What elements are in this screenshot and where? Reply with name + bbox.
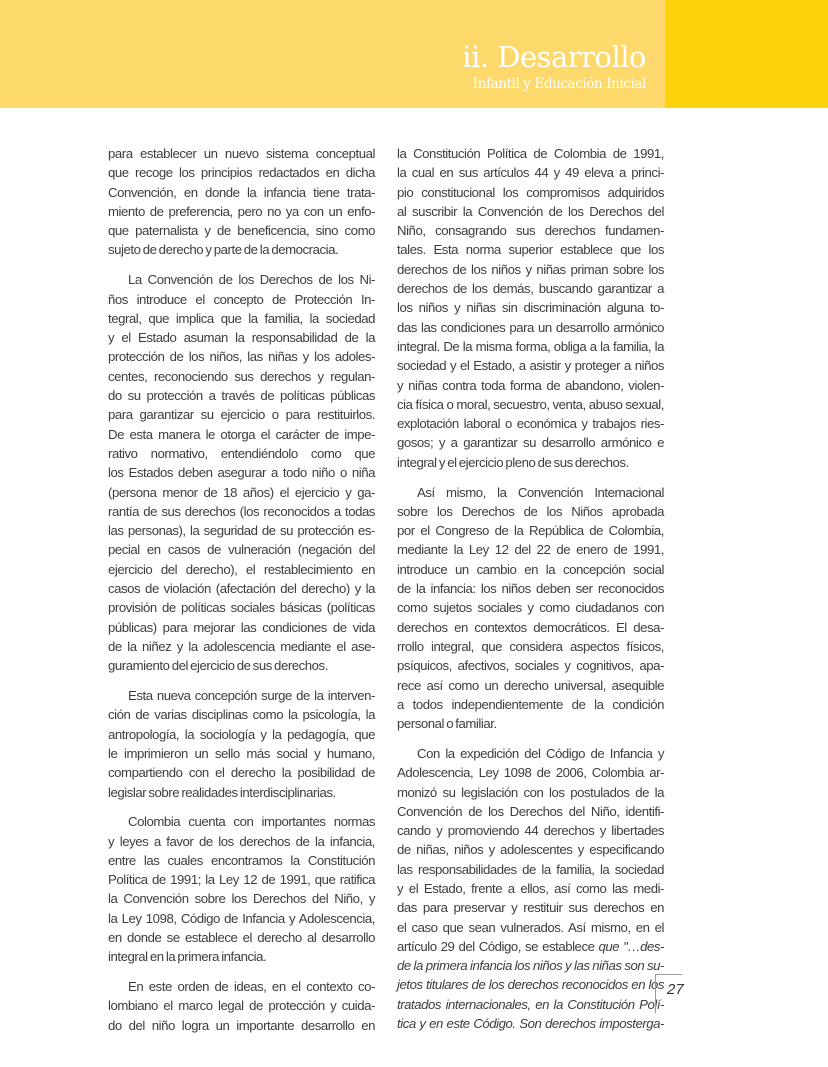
text-line bbox=[397, 975, 664, 994]
line-text: derechos de los niños y niñas priman sobre los bbox=[397, 261, 664, 277]
text-line bbox=[397, 695, 664, 714]
line-text: gosos; y a garantizar su desarrollo armónico e bbox=[397, 435, 664, 451]
paragraph bbox=[108, 977, 375, 1035]
line-text: guramiento del ejercicio de sus derechos. bbox=[108, 658, 328, 674]
text-line bbox=[108, 637, 375, 656]
text-line bbox=[397, 356, 664, 375]
line-text: do del niño logra un importante desarrollo en bbox=[108, 1017, 375, 1033]
text-line bbox=[108, 928, 375, 947]
paragraph bbox=[108, 144, 375, 260]
line-text: pecial en casos de vulneración (negación del bbox=[108, 542, 375, 558]
line-text: y leyes a favor de los derechos de la infancia, bbox=[108, 833, 375, 849]
line-text: cia física o moral, secuestro, venta, abuso sexual, bbox=[397, 396, 664, 412]
line-text: y el Estado, frente a ellos, así como las medi- bbox=[397, 880, 664, 896]
line-text: Con la expedición del Código de Infancia y bbox=[417, 745, 664, 761]
text-line bbox=[108, 851, 375, 870]
line-text: rrollo integral, que considera aspectos físicos, bbox=[397, 638, 664, 654]
text-line bbox=[397, 240, 664, 259]
text-line bbox=[397, 337, 664, 356]
line-text: para establecer un nuevo sistema conceptual bbox=[108, 146, 375, 161]
line-text: explotación laboral o económica y trabajos ries- bbox=[397, 416, 664, 432]
text-line bbox=[397, 1014, 664, 1033]
text-line bbox=[108, 221, 375, 240]
line-text: Esta nueva concepción surge de la interven- bbox=[128, 688, 375, 704]
line-text: que recoge los principios redactados en dicha bbox=[108, 165, 375, 181]
text-line bbox=[397, 318, 664, 337]
text-line bbox=[108, 1016, 375, 1035]
line-text: el caso que sean vulnerados. Así mismo, en el bbox=[397, 919, 664, 935]
text-line bbox=[397, 714, 664, 733]
text-line bbox=[397, 433, 664, 452]
line-text: ejercicio del derecho), el restablecimiento en bbox=[108, 561, 375, 577]
quoted-italic-text: tica y en este Código. Son derechos imposterga- bbox=[397, 1016, 664, 1032]
line-text: tegral, que implica que la familia, la sociedad bbox=[108, 310, 375, 326]
text-line bbox=[397, 144, 664, 163]
line-text: psíquicos, afectivos, sociales y cognitivos, apa- bbox=[397, 658, 664, 674]
text-line bbox=[108, 144, 375, 163]
text-line bbox=[108, 656, 375, 675]
text-line bbox=[108, 783, 375, 802]
text-line bbox=[108, 405, 375, 424]
paragraph bbox=[397, 744, 664, 1033]
line-text: antropología, la sociología y la pedagogía, que bbox=[108, 726, 375, 742]
text-line bbox=[397, 821, 664, 840]
paragraph bbox=[108, 270, 375, 675]
line-text: Colombia cuenta con importantes normas bbox=[128, 814, 375, 830]
line-text: rece así como un derecho universal, asequible bbox=[397, 677, 664, 693]
line-text: Adolescencia, Ley 1098 de 2006, Colombia ar- bbox=[397, 765, 664, 781]
text-line bbox=[397, 183, 664, 202]
line-text: miento de preferencia, pero no ya con un enfo- bbox=[108, 203, 375, 219]
line-text: protección de los niños, las niñas y los adoles- bbox=[108, 349, 375, 365]
text-line bbox=[108, 618, 375, 637]
text-line bbox=[397, 453, 664, 472]
text-line bbox=[397, 560, 664, 579]
text-line bbox=[397, 298, 664, 317]
text-line bbox=[397, 676, 664, 695]
text-line bbox=[108, 947, 375, 966]
line-text: al suscribir la Convención de los Derechos del bbox=[397, 203, 664, 219]
text-line bbox=[397, 579, 664, 598]
line-text: como sujetos sociales y como ciudadanos con bbox=[397, 600, 664, 616]
text-line bbox=[108, 367, 375, 386]
line-text: la cual en sus artículos 44 y 49 eleva a princi- bbox=[397, 165, 664, 181]
paragraph bbox=[397, 144, 664, 472]
line-text: cando y promoviendo 44 derechos y libertades bbox=[397, 823, 664, 839]
text-line bbox=[397, 898, 664, 917]
line-text: casos de violación (afectación del derecho) y la bbox=[108, 581, 375, 597]
text-line bbox=[397, 618, 664, 637]
line-text: derechos de los demás, buscando garantizar a bbox=[397, 281, 664, 297]
text-line bbox=[108, 163, 375, 182]
text-line bbox=[108, 444, 375, 463]
chapter-subtitle: Infantil y Educación Inicial bbox=[472, 76, 646, 92]
quoted-italic-text: tratados internacionales, en la Constitución Polí- bbox=[397, 996, 664, 1012]
text-line bbox=[397, 802, 664, 821]
text-line bbox=[108, 386, 375, 405]
text-line bbox=[108, 870, 375, 889]
line-text: das para preservar y restituir sus derechos en bbox=[397, 900, 664, 916]
text-line bbox=[108, 270, 375, 289]
line-text: Política de 1991; la Ley 12 de 1991, que ratifica bbox=[108, 872, 375, 888]
line-text: De esta manera le otorga el carácter de impe- bbox=[108, 426, 375, 442]
paragraph bbox=[108, 812, 375, 966]
text-line bbox=[108, 996, 375, 1015]
text-line bbox=[108, 463, 375, 482]
line-text: sobre los Derechos de los Niños aprobada bbox=[397, 503, 664, 519]
text-line bbox=[108, 744, 375, 763]
text-line bbox=[108, 763, 375, 782]
text-line bbox=[397, 956, 664, 975]
text-column-left bbox=[108, 144, 375, 1046]
line-text: para garantizar su ejercicio o para restituirlos. bbox=[108, 407, 375, 423]
text-line bbox=[108, 521, 375, 540]
text-line bbox=[108, 240, 375, 259]
line-text: la Constitución Política de Colombia de 1991, bbox=[397, 146, 664, 161]
line-text: de la infancia: los niños deben ser reconocidos bbox=[397, 581, 664, 597]
line-text: pio constitucional los compromisos adquiridos bbox=[397, 184, 664, 200]
text-line bbox=[397, 598, 664, 617]
line-text: Convención de los Derechos del Niño, identifi- bbox=[397, 803, 664, 819]
line-text: La Convención de los Derechos de los Ni- bbox=[128, 272, 375, 288]
text-line bbox=[397, 637, 664, 656]
text-line bbox=[108, 309, 375, 328]
line-text: sociedad y el Estado, a asistir y proteger a niños bbox=[397, 358, 664, 374]
line-text: integral en la primera infancia. bbox=[108, 949, 267, 965]
line-text: compartiendo con el derecho la posibilidad de bbox=[108, 765, 375, 781]
line-text: las personas), la seguridad de su protección es- bbox=[108, 523, 375, 539]
line-text: rativo normativo, entendiéndolo como que bbox=[108, 445, 375, 461]
line-text: de la niñez y la adolescencia mediante el ase- bbox=[108, 638, 375, 654]
paragraph bbox=[108, 686, 375, 802]
line-text: ños introduce el concepto de Protección In- bbox=[108, 291, 375, 307]
text-line bbox=[108, 705, 375, 724]
line-text: das las condiciones para un desarrollo armónico bbox=[397, 319, 664, 335]
text-line bbox=[108, 889, 375, 908]
paragraph bbox=[397, 483, 664, 734]
text-line bbox=[397, 376, 664, 395]
line-text: rantía de sus derechos (los reconocidos a todas bbox=[108, 503, 375, 519]
text-line bbox=[397, 221, 664, 240]
line-text: a todos independientemente de la condición bbox=[397, 696, 664, 712]
chapter-title: ii. Desarrollo bbox=[462, 40, 646, 74]
text-line bbox=[108, 560, 375, 579]
line-text: entre las cuales encontramos la Constitución bbox=[108, 852, 375, 868]
text-line bbox=[108, 579, 375, 598]
text-line bbox=[397, 414, 664, 433]
text-line bbox=[108, 598, 375, 617]
line-text: en donde se establece el derecho al desarrollo bbox=[108, 930, 375, 946]
text-line bbox=[397, 502, 664, 521]
line-text: provisión de políticas sociales básicas (políticas bbox=[108, 600, 375, 616]
line-text: la Ley 1098, Código de Infancia y Adolescencia, bbox=[108, 910, 375, 926]
text-line bbox=[108, 812, 375, 831]
line-text: centes, reconociendo sus derechos y regulan- bbox=[108, 368, 375, 384]
text-line bbox=[108, 183, 375, 202]
line-text: las responsabilidades de la familia, la sociedad bbox=[397, 861, 664, 877]
line-text: introduce un cambio en la concepción social bbox=[397, 561, 664, 577]
text-line bbox=[397, 521, 664, 540]
line-text: y niñas contra toda forma de abandono, violen- bbox=[397, 377, 664, 393]
line-text: los Estados deben asegurar a todo niño o niña bbox=[108, 465, 375, 481]
line-text: mediante la Ley 12 del 22 de enero de 1991, bbox=[397, 542, 664, 558]
line-text: derechos en contextos democráticos. El desa- bbox=[397, 619, 664, 635]
text-line bbox=[108, 832, 375, 851]
text-line bbox=[397, 483, 664, 502]
header-accent-block bbox=[665, 0, 828, 108]
page-number: 27 bbox=[667, 981, 684, 998]
text-line bbox=[397, 260, 664, 279]
text-line bbox=[397, 744, 664, 763]
line-text: públicas) para mejorar las condiciones de vida bbox=[108, 619, 375, 635]
line-text: (persona menor de 18 años) el ejercicio y ga- bbox=[108, 484, 375, 500]
line-text: En este orden de ideas, en el contexto co- bbox=[128, 979, 375, 995]
text-line bbox=[397, 540, 664, 559]
line-text: legislar sobre realidades interdisciplinarias. bbox=[108, 784, 336, 800]
text-line bbox=[108, 686, 375, 705]
line-text: por el Congreso de la República de Colombia, bbox=[397, 523, 664, 539]
line-text: integral y el ejercicio pleno de sus derechos. bbox=[397, 454, 629, 470]
text-line bbox=[397, 879, 664, 898]
text-line bbox=[397, 279, 664, 298]
line-text: integral. De la misma forma, obliga a la familia, la bbox=[397, 338, 664, 354]
line-text: la Convención sobre los Derechos del Niño, y bbox=[108, 891, 375, 907]
text-line bbox=[108, 347, 375, 366]
text-line bbox=[108, 977, 375, 996]
text-line bbox=[397, 840, 664, 859]
line-text: y el Estado asuman la responsabilidad de la bbox=[108, 330, 375, 346]
line-text: do su protección a través de políticas públicas bbox=[108, 388, 375, 404]
text-line bbox=[108, 909, 375, 928]
quoted-italic-text: que "…des- bbox=[598, 938, 664, 954]
line-text: le imprimieron un sello más social y humano, bbox=[108, 745, 375, 761]
line-text: artículo 29 del Código, se establece bbox=[397, 938, 599, 954]
quoted-italic-text: de la primera infancia los niños y las niñas son su- bbox=[397, 958, 664, 974]
text-line bbox=[108, 425, 375, 444]
text-line bbox=[397, 860, 664, 879]
text-line bbox=[397, 656, 664, 675]
text-line bbox=[108, 202, 375, 221]
line-text: ción de varias disciplinas como la psicología, la bbox=[108, 707, 375, 723]
line-text: Convención, en donde la infancia tiene trata- bbox=[108, 184, 375, 200]
text-line bbox=[108, 290, 375, 309]
text-line bbox=[108, 328, 375, 347]
line-text: los niños y niñas sin discriminación alguna to- bbox=[397, 300, 664, 316]
line-text: sujeto de derecho y parte de la democracia. bbox=[108, 242, 339, 258]
line-text: monizó su legislación con los postulados de la bbox=[397, 784, 664, 800]
line-text: personal o familiar. bbox=[397, 716, 497, 732]
line-text: Niño, consagrando sus derechos fundamen- bbox=[397, 223, 664, 239]
text-line bbox=[397, 763, 664, 782]
text-column-right bbox=[397, 144, 664, 1044]
text-line bbox=[397, 918, 664, 937]
text-line bbox=[108, 725, 375, 744]
line-text: Así mismo, la Convención Internacional bbox=[417, 484, 664, 500]
text-line bbox=[397, 202, 664, 221]
text-line bbox=[108, 502, 375, 521]
text-line bbox=[108, 483, 375, 502]
text-line bbox=[397, 937, 664, 956]
text-line bbox=[397, 163, 664, 182]
line-text: que paternalista y de beneficencia, sino como bbox=[108, 223, 375, 239]
text-line bbox=[397, 995, 664, 1014]
text-line bbox=[397, 395, 664, 414]
text-line bbox=[108, 540, 375, 559]
quoted-italic-text: jetos titulares de los derechos reconocidos en los bbox=[397, 977, 664, 993]
line-text: tales. Esta norma superior establece que los bbox=[397, 242, 664, 258]
line-text: lombiano el marco legal de protección y cuida- bbox=[108, 998, 375, 1014]
text-line bbox=[397, 783, 664, 802]
line-text: de niñas, niños y adolescentes y especificando bbox=[397, 842, 664, 858]
